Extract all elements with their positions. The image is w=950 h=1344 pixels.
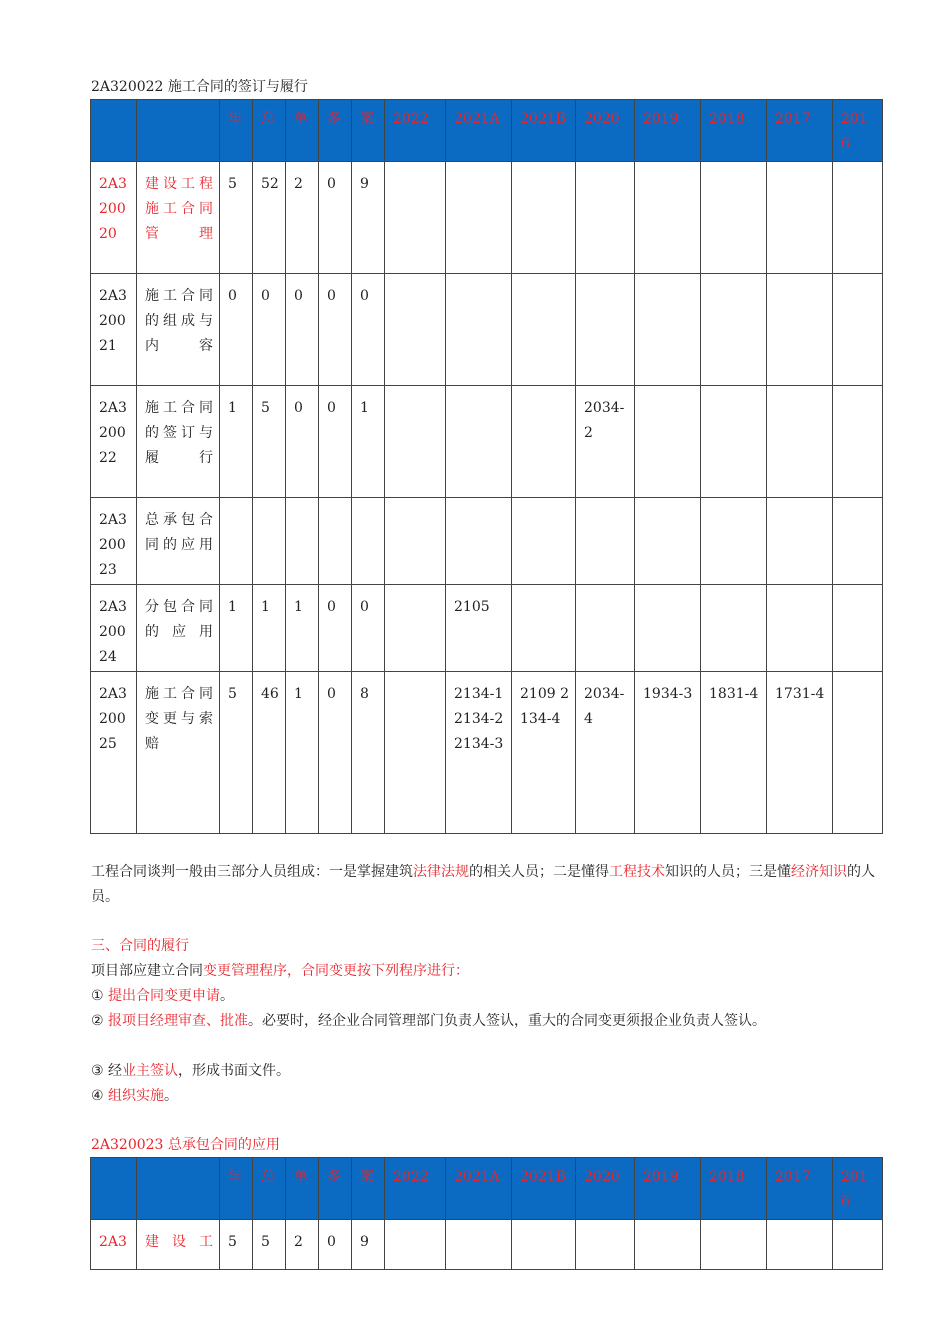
- cell-nian: 5: [220, 1220, 253, 1270]
- cell-dan: 0: [286, 386, 319, 498]
- cell-2020: [576, 498, 635, 585]
- cell-zong: 5: [253, 1220, 286, 1270]
- cell-2020: 2034-4: [576, 672, 635, 834]
- cell-duo: 0: [319, 386, 352, 498]
- cell-empty: [833, 1220, 883, 1270]
- header-cell: 单: [286, 100, 319, 162]
- cell-2019: 1934-3: [635, 672, 701, 834]
- table-row: [91, 274, 883, 386]
- cell-2020: [576, 585, 635, 672]
- cell-2021b: [512, 386, 576, 498]
- header-cell: 年: [220, 1158, 253, 1220]
- cell-2018: [701, 498, 767, 585]
- cell-2017: [767, 386, 833, 498]
- row-code: 2A320021: [91, 274, 137, 386]
- text-segment: 的人员。: [91, 864, 875, 905]
- cell-2016: [833, 274, 883, 386]
- cell-2021a: [446, 498, 512, 585]
- header-cell: 2022: [385, 100, 446, 162]
- list-item: [91, 1059, 883, 1084]
- cell-zong: 5: [253, 386, 286, 498]
- cell-2020: [576, 162, 635, 274]
- list-item: [91, 1009, 883, 1034]
- row-code: 2A320023: [91, 498, 137, 585]
- header-cell: [91, 1158, 137, 1220]
- row-name: 建设工: [137, 1220, 220, 1270]
- cell-empty: [385, 1220, 446, 1270]
- list-item: [91, 984, 883, 1009]
- row-name: 施工合同的签订与履行: [137, 386, 220, 498]
- cell-zong: 52: [253, 162, 286, 274]
- cell-2022: [385, 585, 446, 672]
- cell-duo: 0: [319, 274, 352, 386]
- cell-empty: [701, 1220, 767, 1270]
- cell-nian: 5: [220, 162, 253, 274]
- row-code: 2A320024: [91, 585, 137, 672]
- step-text: 。: [164, 1088, 179, 1104]
- header-cell: 2022: [385, 1158, 446, 1220]
- cell-2016: [833, 162, 883, 274]
- header-cell: 总: [253, 1158, 286, 1220]
- table-row: [91, 386, 883, 498]
- cell-duo: [319, 498, 352, 585]
- cell-2018: [701, 386, 767, 498]
- row-name: 总承包合同的应用: [137, 498, 220, 585]
- cell-zong: [253, 498, 286, 585]
- cell-2022: [385, 498, 446, 585]
- header-cell: [137, 1158, 220, 1220]
- highlight-tech: 工程技术: [609, 864, 665, 880]
- highlight-law: 法律法规: [413, 864, 469, 880]
- step-marker: ②: [91, 1013, 104, 1029]
- section-heading: 三、合同的履行: [91, 938, 189, 954]
- cell-2021a: [446, 274, 512, 386]
- cell-dan: 0: [286, 274, 319, 386]
- cell-2018: 1831-4: [701, 672, 767, 834]
- header-row: [91, 1158, 883, 1220]
- cell-duo: 0: [319, 1220, 352, 1270]
- header-row: [91, 100, 883, 162]
- cell-nian: 5: [220, 672, 253, 834]
- step-marker: ①: [91, 988, 104, 1004]
- cell-2016: [833, 498, 883, 585]
- cell-empty: [635, 1220, 701, 1270]
- cell-empty: [576, 1220, 635, 1270]
- cell-2021a: [446, 386, 512, 498]
- header-cell: 总: [253, 100, 286, 162]
- cell-2017: [767, 585, 833, 672]
- cell-2018: [701, 274, 767, 386]
- cell-zong: 1: [253, 585, 286, 672]
- cell-nian: [220, 498, 253, 585]
- header-cell: 2021B: [512, 100, 576, 162]
- cell-2020: [576, 274, 635, 386]
- row-name: 分包合同的应用: [137, 585, 220, 672]
- cell-zong: 0: [253, 274, 286, 386]
- header-cell: 2020: [576, 1158, 635, 1220]
- header-cell: 案: [352, 1158, 385, 1220]
- cell-2021b: [512, 162, 576, 274]
- cell-dan: 1: [286, 672, 319, 834]
- highlight-procedure: 变更管理程序，合同变更按下列程序进行：: [203, 963, 469, 979]
- row-code: 2A320025: [91, 672, 137, 834]
- cell-an: [352, 498, 385, 585]
- cell-2019: [635, 498, 701, 585]
- cell-2020: 2034-2: [576, 386, 635, 498]
- text-segment: 项目部应建立合同: [91, 963, 203, 979]
- header-cell: 2016: [833, 1158, 883, 1220]
- header-cell: 2019: [635, 1158, 701, 1220]
- row-name: 施工合同的组成与内容: [137, 274, 220, 386]
- section-title: 2A320022 施工合同的签订与履行: [91, 79, 308, 95]
- cell-nian: 0: [220, 274, 253, 386]
- highlight-econ: 经济知识: [791, 864, 847, 880]
- cell-2018: [701, 162, 767, 274]
- cell-dan: [286, 498, 319, 585]
- step-pre: 经: [108, 1063, 123, 1079]
- cell-2016: [833, 386, 883, 498]
- cell-an: 8: [352, 672, 385, 834]
- negotiation-paragraph: [91, 860, 883, 910]
- cell-2017: [767, 274, 833, 386]
- header-cell: [137, 100, 220, 162]
- cell-2022: [385, 672, 446, 834]
- header-cell: 2021A: [446, 1158, 512, 1220]
- header-cell: 2019: [635, 100, 701, 162]
- cell-nian: 1: [220, 585, 253, 672]
- cell-2017: 1731-4: [767, 672, 833, 834]
- step-text: 。: [220, 988, 235, 1004]
- cell-an: 9: [352, 1220, 385, 1270]
- cell-dan: 2: [286, 1220, 319, 1270]
- cell-an: 0: [352, 274, 385, 386]
- cell-2021a: [446, 162, 512, 274]
- cell-an: 0: [352, 585, 385, 672]
- cell-zong: 46: [253, 672, 286, 834]
- cell-an: 9: [352, 162, 385, 274]
- text-segment: 工程合同谈判一般由三部分人员组成：一是掌握建筑: [91, 864, 413, 880]
- header-cell: 案: [352, 100, 385, 162]
- header-cell: 2016: [833, 100, 883, 162]
- row-name: 施工合同变更与索赔: [137, 672, 220, 834]
- cell-2021b: [512, 585, 576, 672]
- cell-2016: [833, 585, 883, 672]
- cell-nian: 1: [220, 386, 253, 498]
- text-segment: 的相关人员；二是懂得: [469, 864, 609, 880]
- header-cell: 年: [220, 100, 253, 162]
- cell-2017: [767, 162, 833, 274]
- cell-2018: [701, 585, 767, 672]
- cell-duo: 0: [319, 672, 352, 834]
- cell-2021b: 2109 2134-4: [512, 672, 576, 834]
- step-highlight: 报项目经理审查、批准: [108, 1013, 249, 1029]
- cell-empty: [767, 1220, 833, 1270]
- cell-2022: [385, 162, 446, 274]
- cell-empty: [446, 1220, 512, 1270]
- cell-2021b: [512, 498, 576, 585]
- header-cell: 多: [319, 1158, 352, 1220]
- text-segment: 知识的人员；三是懂: [665, 864, 791, 880]
- table-row: [91, 1220, 883, 1270]
- header-cell: [91, 100, 137, 162]
- cell-empty: [512, 1220, 576, 1270]
- header-cell: 2018: [701, 1158, 767, 1220]
- cell-an: 1: [352, 386, 385, 498]
- table-row: [91, 672, 883, 834]
- section-title: 2A320023 总承包合同的应用: [91, 1137, 280, 1153]
- cell-2022: [385, 386, 446, 498]
- step-text: 。必要时，经企业合同管理部门负责人签认，重大的合同变更须报企业负责人签认。: [248, 1013, 767, 1029]
- cell-dan: 2: [286, 162, 319, 274]
- step-highlight: 组织实施: [108, 1088, 165, 1104]
- header-cell: 2021A: [446, 100, 512, 162]
- cell-dan: 1: [286, 585, 319, 672]
- header-cell: 2018: [701, 100, 767, 162]
- cell-2019: [635, 585, 701, 672]
- row-code: 2A3: [91, 1220, 137, 1270]
- table-row: [91, 585, 883, 672]
- table-row: [91, 498, 883, 585]
- cell-duo: 0: [319, 162, 352, 274]
- cell-2021a: 2134-1 2134-2 2134-3: [446, 672, 512, 834]
- intro-line: [91, 959, 883, 984]
- table-row: [91, 162, 883, 274]
- cell-2016: [833, 672, 883, 834]
- step-highlight: 提出合同变更申请: [108, 988, 221, 1004]
- header-cell: 2020: [576, 100, 635, 162]
- row-name: 建设工程施工合同管理: [137, 162, 220, 274]
- cell-2021a: 2105: [446, 585, 512, 672]
- step-marker: ③: [91, 1063, 104, 1079]
- header-cell: 2017: [767, 1158, 833, 1220]
- step-text: ，形成书面文件。: [178, 1063, 291, 1079]
- cell-2019: [635, 274, 701, 386]
- exam-stats-table: [90, 99, 883, 834]
- cell-2019: [635, 386, 701, 498]
- header-cell: 单: [286, 1158, 319, 1220]
- step-highlight: 业主签认: [122, 1063, 179, 1079]
- header-cell: 2017: [767, 100, 833, 162]
- row-code: 2A320022: [91, 386, 137, 498]
- exam-stats-table: [90, 1157, 883, 1270]
- cell-duo: 0: [319, 585, 352, 672]
- header-cell: 多: [319, 100, 352, 162]
- cell-2022: [385, 274, 446, 386]
- row-code: 2A320020: [91, 162, 137, 274]
- cell-2019: [635, 162, 701, 274]
- list-item: [91, 1084, 883, 1109]
- step-marker: ④: [91, 1088, 104, 1104]
- cell-2021b: [512, 274, 576, 386]
- cell-2017: [767, 498, 833, 585]
- header-cell: 2021B: [512, 1158, 576, 1220]
